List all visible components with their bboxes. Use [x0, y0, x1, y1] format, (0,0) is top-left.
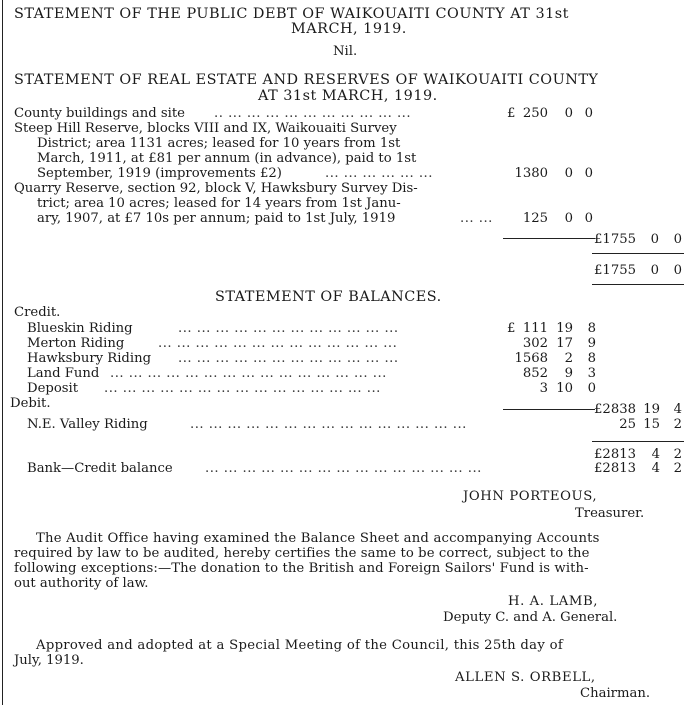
leader-dots: ... ... ... ... ... ... ... ... ... ... ... ... ... ... ... [104, 381, 381, 396]
real-estate-item-text: trict; area 10 acres; leased for 14 years from 1st Janu- [37, 196, 401, 211]
leader-dots: ... ... [460, 211, 493, 226]
leader-dots: ... ... ... ... ... ... ... ... ... ... ... ... [178, 351, 399, 366]
amount-pence: 2 [673, 417, 682, 432]
credit-total-shillings: 19 [643, 402, 660, 417]
leader-dots: ... ... ... ... ... ... ... ... ... ... ... ... ... [158, 336, 398, 351]
credit-item-name: Blueskin Riding [27, 321, 133, 336]
real-estate-item-text: District; area 1131 acres; leased for 10 years from 1st [37, 136, 401, 151]
amount-shillings: 0 [564, 106, 573, 121]
credit-item-name: Land Fund [27, 366, 100, 381]
amount-pounds: 1568 [514, 351, 548, 366]
sum-rule [592, 441, 684, 442]
amount-pence: 8 [587, 351, 596, 366]
credit-label: Credit. [14, 305, 61, 320]
real-estate-item-text: ary, 1907, at £7 10s per annum; paid to 1st July, 1919 [37, 211, 396, 226]
sum-rule [503, 409, 595, 410]
amount-pence: 0 [584, 166, 593, 181]
sum-rule [503, 238, 595, 239]
amount-shillings: 0 [564, 211, 573, 226]
subtotal-pounds: £1755 [594, 232, 636, 247]
amount-pounds: 25 [619, 417, 636, 432]
credit-total-pounds: £2838 [594, 402, 636, 417]
amount-pence: 0 [587, 381, 596, 396]
amount-shillings: 17 [556, 336, 573, 351]
credit-item-name: Merton Riding [27, 336, 125, 351]
amount-shillings: 0 [564, 166, 573, 181]
net-pence: 2 [673, 447, 682, 462]
page-left-border [2, 0, 3, 705]
audit-text-line: required by law to be audited, hereby certifies the same to be correct, subject to the [14, 546, 590, 561]
amount-pounds: 111 [522, 321, 548, 336]
audit-text-line: The Audit Office having examined the Balance Sheet and accompanying Accounts [36, 531, 600, 546]
public-debt-title-line1: STATEMENT OF THE PUBLIC DEBT OF WAIKOUAITI COUNTY AT 31st [14, 6, 569, 22]
amount-pence: 9 [587, 336, 596, 351]
debit-label: Debit. [10, 396, 51, 411]
bank-pounds: £2813 [594, 461, 636, 476]
amount-pence: 3 [587, 366, 596, 381]
audit-signatory: H. A. LAMB, [508, 594, 599, 609]
bank-shillings: 4 [651, 461, 660, 476]
amount-shillings: 9 [564, 366, 573, 381]
real-estate-item-text: September, 1919 (improvements £2) [37, 166, 282, 181]
leader-dots: .. ... ... ... ... ... ... ... ... ... ... [214, 106, 412, 121]
balances-title: STATEMENT OF BALANCES. [215, 289, 442, 305]
amount-pounds: 250 [522, 106, 548, 121]
bank-pence: 2 [673, 461, 682, 476]
sum-rule [592, 284, 684, 285]
amount-shillings: 19 [556, 321, 573, 336]
amount-shillings: 10 [556, 381, 573, 396]
net-pounds: £2813 [594, 447, 636, 462]
subtotal-shillings: 0 [650, 232, 659, 247]
real-estate-item-text: March, 1911, at £81 per annum (in advance), paid to 1st [37, 151, 417, 166]
currency-sign: £ [507, 321, 516, 336]
audit-text-line: out authority of law. [14, 576, 149, 591]
amount-pence: 0 [584, 106, 593, 121]
amount-shillings: 15 [643, 417, 660, 432]
credit-item-name: Hawksbury Riding [27, 351, 152, 366]
real-estate-item-text: County buildings and site [14, 106, 185, 121]
approval-signatory-title: Chairman. [580, 686, 651, 701]
real-estate-title-line2: AT 31st MARCH, 1919. [258, 88, 438, 104]
approval-signatory: ALLEN S. ORBELL, [455, 670, 596, 685]
real-estate-item-text: Steep Hill Reserve, blocks VIII and IX, Waikouaiti Survey [14, 121, 397, 136]
leader-dots: ... ... ... ... ... ... ... ... ... ... ... ... ... ... ... [110, 366, 387, 381]
real-estate-item-text: Quarry Reserve, section 92, block V, Hawksbury Survey Dis- [14, 181, 418, 196]
amount-pence: 8 [587, 321, 596, 336]
bank-balance-label: Bank—Credit balance [27, 461, 173, 476]
total-pence: 0 [673, 263, 682, 278]
approval-text-line: Approved and adopted at a Special Meeting of the Council, this 25th day of [36, 638, 563, 653]
amount-pounds: 852 [522, 366, 548, 381]
amount-shillings: 2 [564, 351, 573, 366]
total-shillings: 0 [650, 263, 659, 278]
audit-signatory-title: Deputy C. and A. General. [443, 610, 618, 625]
credit-total-pence: 4 [673, 402, 682, 417]
leader-dots: ... ... ... ... ... ... [325, 166, 433, 181]
amount-pounds: 125 [522, 211, 548, 226]
amount-pounds: 302 [522, 336, 548, 351]
debit-item-name: N.E. Valley Riding [27, 417, 148, 432]
amount-pounds: 1380 [514, 166, 548, 181]
total-pounds: £1755 [594, 263, 636, 278]
leader-dots: ... ... ... ... ... ... ... ... ... ... ... ... ... ... ... [205, 461, 482, 476]
approval-text-line: July, 1919. [14, 653, 84, 668]
leader-dots: ... ... ... ... ... ... ... ... ... ... ... ... ... ... ... [190, 417, 467, 432]
amount-pence: 0 [584, 211, 593, 226]
net-shillings: 4 [651, 447, 660, 462]
treasurer-name: JOHN PORTEOUS, [463, 489, 598, 504]
amount-pounds: 3 [539, 381, 548, 396]
public-debt-value: Nil. [333, 44, 358, 59]
audit-text-line: following exceptions:—The donation to the British and Foreign Sailors' Fund is with- [14, 561, 589, 576]
sum-rule [592, 253, 684, 254]
credit-item-name: Deposit [27, 381, 79, 396]
public-debt-title-line2: MARCH, 1919. [291, 21, 407, 37]
real-estate-title-line1: STATEMENT OF REAL ESTATE AND RESERVES OF WAIKOUAITI COUNTY [14, 72, 599, 88]
treasurer-title: Treasurer. [575, 506, 645, 521]
leader-dots: ... ... ... ... ... ... ... ... ... ... ... ... [178, 321, 399, 336]
currency-sign: £ [507, 106, 516, 121]
subtotal-pence: 0 [673, 232, 682, 247]
